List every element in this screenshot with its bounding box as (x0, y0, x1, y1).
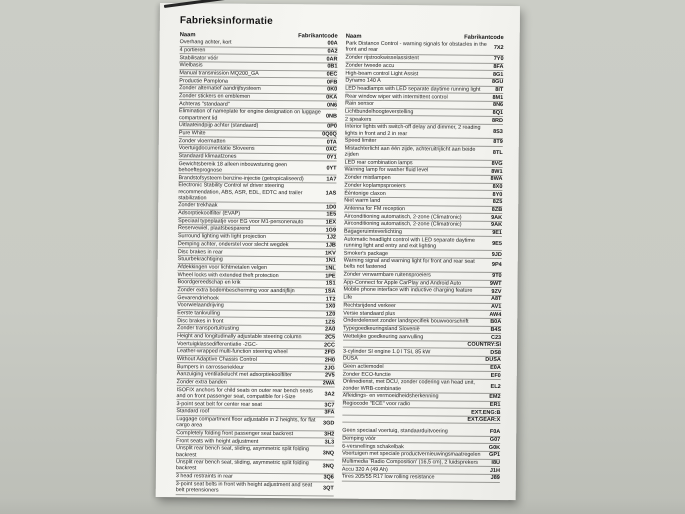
option-code: AV1 (491, 303, 502, 310)
option-name: Zonder tweede accu (345, 62, 395, 69)
option-name: Onlinedienst, met DCU, zonder codering van head unit, zonder WRB-combinatie (342, 378, 475, 392)
option-code: 8ZB (491, 206, 503, 213)
option-code: 0XC (325, 146, 337, 153)
option-code: B4S (490, 326, 502, 333)
option-code: 0B1 (327, 63, 338, 70)
option-name: Automatic headlight control with LED separate daytime running light and entry and exit lighting (343, 236, 475, 250)
option-name: Wettelijke goedkeuring aanvulling (343, 333, 424, 340)
option-name: Gewichtsbereik 18 alleen inbouwsturing geen behoefteprognose (178, 160, 288, 174)
option-name: Manual transmission MQ200_GA (179, 70, 259, 77)
option-code: 0P0 (327, 123, 337, 130)
option-name: 3 head restraints in rear (175, 473, 233, 480)
option-name: Life (343, 294, 353, 301)
option-code: J1H (489, 467, 500, 474)
option-name: ISOFIX anchors for child seats on outer rear bench seats and on front passenger seat, compatible for i-Size (176, 386, 313, 401)
option-code: 9JD (491, 251, 502, 258)
option-code: 2V5 (324, 372, 335, 379)
option-name: LED rear combination lamps (344, 159, 413, 167)
option-code: 3C7 (324, 402, 335, 409)
table-row (342, 415, 500, 424)
option-name: Antenna for FM reception (344, 205, 406, 212)
option-code: I8U (491, 459, 501, 467)
option-code: A8T (491, 296, 502, 303)
option-name: Bagageruimteverlichting (343, 228, 402, 235)
option-name (342, 411, 471, 412)
option-name: Rear window wiper with intermittent control (345, 93, 448, 101)
option-code: 1Z0 (325, 311, 336, 318)
option-name: App-Connect for Apple CarPlay and Android Auto (343, 279, 462, 287)
option-name: Boordgereedschap en krik (177, 279, 241, 286)
option-code: 0KA (326, 94, 338, 101)
option-name: Afleidings- en vermoeidheidsherkenning (342, 392, 439, 400)
option-name: Bumpers in carrosseriekleur (176, 363, 244, 371)
option-name: Niet warm land (344, 197, 381, 205)
option-name: Zonder transportuitrusting (177, 325, 239, 332)
option-code: 1G9 (325, 227, 337, 234)
option-code: AW4 (489, 311, 502, 318)
option-code: 9WT (489, 280, 502, 287)
option-code: 8GU (491, 79, 504, 86)
option-code: 7Y0 (493, 56, 504, 63)
option-name: Unsplit rear bench seat, sliding, asymmetric split folding backrest (175, 459, 309, 472)
option-name: Surround lighting with light projection (177, 233, 267, 241)
option-code: DS8 (490, 349, 501, 356)
option-name: Productie Pamplona (179, 77, 228, 85)
option-code: 8S3 (493, 128, 503, 135)
option-code: 8M1 (492, 94, 504, 101)
option-name: Electronic Stability Control w/ driver steering recommendation, ABS, ASR, EDL, EDTC and trailer stabilization (178, 182, 303, 202)
option-code: 1PE (325, 273, 336, 280)
option-name: Voertuigen met speciale productvernieuwingsmaatregelen (342, 450, 481, 459)
option-name: LED headlamps with LED separate daytime running light (345, 85, 481, 93)
option-code: 8W1 (491, 168, 503, 175)
option-code: E0A (490, 364, 501, 372)
option-name: Zonder extra bodembescherming voor aandrijflijn (177, 287, 295, 295)
option-name: Afdekkingen voor lichtmetalen velgen (177, 264, 268, 271)
option-code: 3GD (322, 420, 335, 427)
option-code: EL2 (490, 383, 501, 390)
option-code: 0A2 (327, 48, 338, 55)
option-name: Completely folding front passenger seat backrest (176, 430, 294, 438)
option-name: Standaard klimaatzones (178, 153, 237, 160)
table-row (346, 41, 504, 56)
option-name: Wheel locks with extended theft protection (177, 271, 279, 279)
option-code: 1E5 (326, 211, 337, 218)
option-name: Height and longitudinally adjustable steering column (177, 333, 302, 341)
option-name: Zonder extra banden (176, 379, 227, 386)
option-name: Rechtsrijdend verkeer (343, 302, 396, 309)
option-code: 1S1 (325, 280, 336, 287)
option-name: Voertuigklassedifferentiatie -2GC- (177, 340, 258, 348)
option-code: 8N6 (493, 102, 504, 109)
column-header-code: Fabrikantcode (464, 34, 504, 41)
option-code: J89 (490, 475, 500, 482)
option-name: High-beam control Light Assist (345, 70, 419, 77)
option-name: 2 speakers (344, 116, 372, 123)
option-name: Zonder trekhaak (178, 202, 218, 209)
table-row (344, 236, 502, 251)
option-code: B0A (490, 319, 502, 326)
option-name: Geen speciaal voertuig, standaarduitvoering (342, 427, 448, 435)
table-row (179, 108, 337, 123)
option-name: Wielbasis (179, 62, 203, 69)
option-code: GP1 (489, 452, 501, 459)
option-code: 9E5 (492, 240, 502, 247)
option-name: Mobile phone interface with inductive charging feature (343, 287, 473, 295)
option-name: Demping achter, onderstel voor slecht wegdek (177, 240, 289, 248)
option-code: 2CC (323, 342, 336, 349)
option-code: 1J2 (326, 234, 336, 241)
option-name: Lichtbundelhoogteverstelling (345, 108, 414, 116)
option-name: Warning lamp for washer fluid level (344, 167, 429, 174)
option-name: 3-point seat belt for center rear seat (176, 400, 262, 408)
option-name: Park Distance Control - warning signals for obstacles in the front and rear (345, 40, 487, 54)
option-code: 0Q0Q (322, 131, 337, 138)
option-name: Overhang achter, kort (179, 39, 232, 46)
option-code: 1ZS (325, 319, 336, 326)
option-name: Typegoedkeuringsland Slovenië (343, 325, 420, 333)
table-row (344, 258, 502, 273)
option-name: Geen actiemodel (342, 363, 384, 370)
table-row (178, 182, 336, 204)
option-code: F0A (489, 429, 501, 436)
option-name: Demping vóór (342, 435, 376, 442)
option-code: 9AK (491, 222, 503, 229)
option-code: 2JG (324, 365, 335, 372)
option-name: Reservewiel, plaatsbesparend (178, 225, 251, 233)
option-code: 1EX (325, 219, 337, 226)
option-name (343, 344, 467, 345)
option-code: ER1 (489, 401, 501, 408)
option-name: Aanzuiging ventilatielucht met adsorptiekoolfilter (176, 371, 292, 379)
option-name: Unsplit rear bench seat, sliding, asymmetric split folding backrest (176, 445, 309, 458)
option-name: Ééntonige claxon (344, 190, 386, 197)
option-name: Tires 205/55 R17 low rolling resistance (341, 473, 435, 481)
option-name: Stuurbekrachtiging (177, 256, 223, 263)
option-code: G0K (488, 444, 501, 451)
option-code: 1T2 (325, 296, 336, 303)
table-row (343, 379, 501, 394)
option-name: Voorwielaandrijving (177, 302, 224, 309)
option-code: 00A (327, 40, 338, 47)
left-table-rows (176, 39, 338, 496)
option-code: 9E1 (492, 229, 503, 236)
option-name: Zonder ECO-functie (342, 371, 391, 378)
table-row (342, 474, 500, 483)
option-code: 2WA (322, 380, 335, 387)
option-name: Gevarendriehoek (177, 294, 219, 302)
option-name (342, 418, 467, 419)
option-code: 0AR (326, 56, 338, 63)
table-columns (156, 30, 520, 498)
option-name: Voertuigdocumentatie Sloveens (178, 145, 255, 153)
option-code: 8G1 (492, 71, 504, 78)
table-row (177, 387, 335, 402)
option-name: Zonder alternatief aandrijfsysteem (179, 85, 261, 93)
option-name: Zonder stickers en emblemen (179, 93, 251, 100)
option-name: Speed limiter (344, 137, 377, 145)
option-code: 8RD (491, 117, 504, 124)
option-code: 8TL (492, 150, 503, 157)
option-name: Zonder verwarmbare ruitensproeiers (343, 271, 431, 279)
option-name: Eerste tankvulling (177, 310, 220, 317)
option-code: 8VG (491, 160, 503, 167)
option-code: 0K0 (327, 86, 338, 93)
option-code: 2C5 (324, 334, 336, 341)
option-name: Pure White (178, 130, 206, 137)
column-header-code: Fabrikantcode (298, 32, 338, 40)
option-code: 0NB (325, 112, 338, 120)
option-name: Onderdelenset zonder landspecifiek bouwvoorschrift (343, 317, 469, 325)
option-name: Smoker's package (343, 250, 389, 257)
option-code: 1SA (324, 288, 336, 295)
option-code: 2A0 (325, 326, 336, 333)
option-name: Rain sensor (345, 100, 374, 108)
column-header-name: Naam (179, 31, 196, 38)
option-code: 2H0 (324, 357, 335, 364)
option-name: Accu 320 A (49 Ah) (341, 466, 388, 473)
option-name: 4 portieren (179, 47, 206, 54)
option-code: 1JB (325, 242, 336, 249)
option-name: Zonder vloermatten (178, 137, 226, 145)
option-code: 0N6 (326, 102, 338, 109)
option-code: 0TA (326, 139, 337, 146)
option-code: 1NL (325, 265, 336, 272)
option-code: 1N1 (325, 257, 336, 264)
column-header-name: Naam (345, 33, 362, 40)
left-column (176, 30, 338, 496)
right-table-rows (342, 41, 504, 483)
option-code: 1X0 (325, 303, 336, 310)
option-code: 9ZV (491, 288, 502, 295)
option-name: Without Adaptive Chassis Control (176, 356, 257, 363)
option-code: 9P4 (491, 262, 502, 269)
option-code: 9T0 (492, 273, 502, 280)
table-row (179, 161, 337, 176)
table-row (176, 445, 334, 460)
option-code: 0YT (326, 165, 337, 172)
option-name: Interior lights with switch-off delay and dimmer, 2 reading lights in front and 2 in rear (344, 123, 481, 137)
page-title: Fabrieksinformatie (179, 15, 273, 27)
table-row (176, 459, 334, 474)
option-name: Luggage compartment floor adjustable in 2 heights, for flat cargo area (176, 416, 316, 429)
option-code: 3NQ (322, 463, 334, 471)
option-name: Zonder mistlampen (344, 174, 391, 182)
option-code: G07 (489, 436, 501, 444)
option-code: C23 (490, 334, 502, 341)
option-code: 8FA (493, 63, 504, 70)
right-column (342, 32, 504, 498)
option-name: Mistachterlicht aan één zijde, achteruitrijlicht aan beide zijden (344, 145, 476, 158)
option-name: 3-point seat belts in front with height adjustment and seat belt pretensioners (175, 480, 313, 494)
option-name: Stabilisator vóór (179, 54, 219, 62)
option-code: 3QT (323, 485, 334, 492)
option-code: 1D0 (326, 204, 337, 211)
option-code: 2FD (324, 349, 335, 356)
option-name: 3-cylinder SI engine 1.0 l TSI, 85 kW (342, 348, 431, 355)
option-code: 1AS (325, 190, 337, 197)
option-name: 6-versnellings schakelbak (342, 443, 404, 450)
option-name: Elimination of nameplate for engine designation on luggage compartment lid (178, 108, 321, 122)
option-name: Zonder rijstrookwisselassistent (345, 54, 419, 62)
option-code: 3FA (324, 409, 335, 416)
table-row (345, 124, 503, 139)
option-name: Dynamo 140 A (345, 77, 381, 85)
option-name: DUSA (342, 355, 358, 362)
option-name: Multimedia 'Radio Composition' (16,5 cm), 2 luidsprekers (341, 458, 479, 466)
option-code: 3L3 (324, 439, 335, 446)
option-code: 8WA (490, 176, 503, 183)
option-name: Versie standaard plus (343, 310, 396, 317)
document-page (156, 3, 520, 500)
option-code: 8Z5 (492, 199, 503, 206)
option-code: 7X2 (493, 45, 504, 52)
option-name: Adsorptiekoolfilter (EVAP) (178, 210, 241, 217)
option-code: 9AK (491, 214, 503, 221)
option-code: 3A2 (324, 391, 335, 398)
option-code: EXT.ENG:B (471, 409, 501, 416)
option-name: Disc brakes in front (177, 317, 224, 325)
option-name: Speciaal typeplaatje voor EG voor M1-personenauto (178, 217, 304, 226)
option-code: 8IT (495, 86, 504, 93)
option-name: Zonder koplampsproeiers (344, 182, 406, 189)
option-name: Airconditioning automatisch, 2-zone (Climatronic) (344, 213, 462, 221)
option-name: Warning signal and warning light for front and rear seat belts not fastened (343, 257, 475, 271)
option-code: 3NQ (322, 449, 335, 457)
table-row (345, 145, 503, 160)
option-name: Front seats with height adjustment (176, 437, 259, 445)
option-code: 0Y1 (326, 154, 337, 161)
option-name: Achteras "standaard" (179, 100, 230, 108)
option-name: Airconditioning automatisch, 2-zone (Climatronic) (344, 220, 462, 228)
option-name: Standard roof (176, 408, 210, 415)
table-row (176, 481, 334, 496)
option-code: 1KV (325, 250, 336, 257)
option-code: 3Q6 (323, 474, 334, 481)
option-name: Leather-wrapped multi-function steering wheel (176, 348, 288, 356)
option-code: 1A7 (326, 176, 337, 183)
table-row (176, 416, 334, 431)
option-code: COUNTRY:SI (467, 341, 502, 349)
option-code: 8Y0 (492, 191, 503, 198)
option-code: 8T9 (493, 139, 503, 146)
option-name: Disc brakes in rear (177, 248, 223, 256)
option-name: Regiocode "ECE" voor radio (342, 400, 411, 408)
option-code: 0EC (326, 71, 338, 78)
option-name: Uitlaateindpijp achter (standaard) (178, 122, 259, 130)
option-code: EXT.GEAR:X (467, 416, 501, 423)
option-code: 8Q1 (492, 109, 504, 116)
option-code: 0FB (326, 79, 338, 86)
option-code: EF0 (490, 372, 501, 379)
option-code: 8X0 (492, 183, 503, 190)
option-code: DUSA (485, 357, 501, 364)
option-name: Brandstofsysteem benzine-injectie (getropicaliseerd) (178, 174, 304, 182)
option-code: 3H2 (324, 431, 335, 438)
option-code: EM2 (489, 394, 501, 401)
